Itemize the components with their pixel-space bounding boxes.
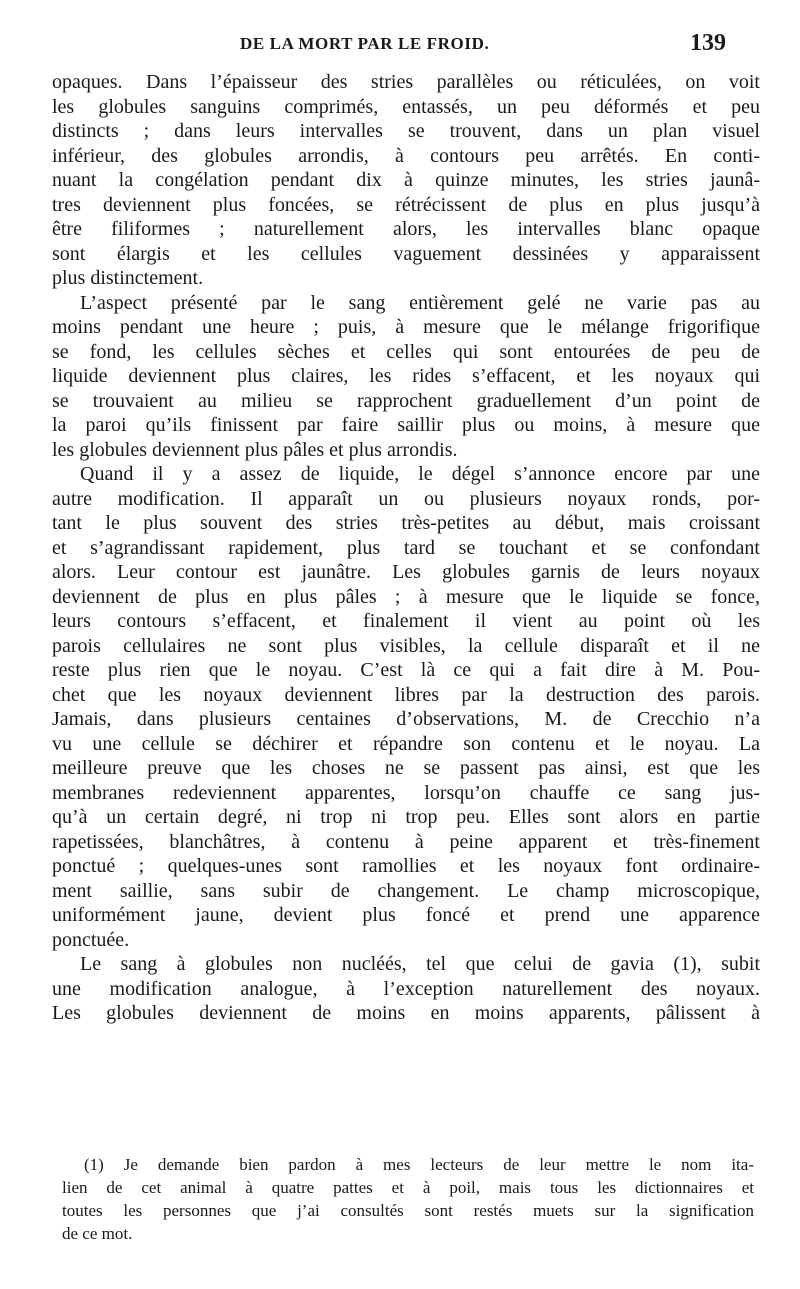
text-line: chet que les noyaux deviennent libres par la destruction des parois. bbox=[52, 683, 760, 706]
text-line: moins pendant une heure ; puis, à mesure que le mélange frigorifique bbox=[52, 316, 760, 338]
text-line: tres deviennent plus foncées, se rétrécissent de plus en plus jusqu’à bbox=[52, 193, 760, 216]
paragraph-end-line: les globules deviennent plus pâles et plus arrondis. bbox=[52, 438, 458, 461]
text-line: opaques. Dans l’épaisseur des stries parallèles ou réticulées, on voit bbox=[52, 71, 760, 93]
text-line: et s’agrandissant rapidement, plus tard se touchant et se confondant bbox=[52, 536, 760, 559]
paragraph-start-line: Quand il y a assez de liquide, le dégel s’annonce encore par une bbox=[80, 463, 760, 485]
footnote-line: de ce mot. bbox=[62, 1224, 133, 1243]
text-line: leurs contours s’effacent, et finalement il vient au point où les bbox=[52, 610, 760, 632]
paragraph-end-line: ponctuée. bbox=[52, 928, 130, 951]
text-line: inférieur, des globules arrondis, à contours peu arrêtés. En conti- bbox=[52, 144, 760, 167]
running-header bbox=[0, 30, 800, 64]
footnote-line: lien de cet animal à quatre pattes et à poil, mais tous les dictionnaires et bbox=[62, 1178, 754, 1197]
text-line: la paroi qu’ils finissent par faire saillir plus ou moins, à mesure que bbox=[52, 414, 760, 436]
text-line: ponctué ; quelques-unes sont ramollies et les noyaux font ordinaire- bbox=[52, 855, 760, 877]
footnote bbox=[62, 1153, 754, 1245]
text-line: alors. Leur contour est jaunâtre. Les globules garnis de leurs noyaux bbox=[52, 561, 760, 583]
text-line: deviennent de plus en plus pâles ; à mesure que le liquide se fonce, bbox=[52, 585, 760, 608]
text-line: uniformément jaune, devient plus foncé et prend une apparence bbox=[52, 904, 760, 926]
text-line: distincts ; dans leurs intervalles se trouvent, dans un plan visuel bbox=[52, 120, 760, 142]
text-line: tant le plus souvent des stries très-petites au début, mais croissant bbox=[52, 512, 760, 534]
text-line: être filiformes ; naturellement alors, les intervalles blanc opaque bbox=[52, 218, 760, 240]
text-line: se fond, les cellules sèches et celles qui sont entourées de peu de bbox=[52, 340, 760, 363]
text-line: nuant la congélation pendant dix à quinze minutes, les stries jaunâ- bbox=[52, 169, 760, 191]
text-line: reste plus rien que le noyau. C’est là ce qui a fait dire à M. Pou- bbox=[52, 659, 760, 681]
text-line: qu’à un certain degré, ni trop ni trop peu. Elles sont alors en partie bbox=[52, 806, 760, 828]
paragraph-start-line: Le sang à globules non nucléés, tel que celui de gavia (1), subit bbox=[80, 953, 760, 975]
text-line: parois cellulaires ne sont plus visibles, la cellule disparaît et il ne bbox=[52, 634, 760, 657]
text-line: Jamais, dans plusieurs centaines d’observations, M. de Crecchio n’a bbox=[52, 708, 760, 730]
page-number: 139 bbox=[690, 30, 726, 56]
text-line: rapetissées, blanchâtres, à contenu à peine apparent et très-finement bbox=[52, 830, 760, 853]
text-line: une modification analogue, à l’exception naturellement des noyaux. bbox=[52, 977, 760, 1000]
text-line: vu une cellule se déchirer et répandre son contenu et le noyau. La bbox=[52, 732, 760, 755]
text-line: Les globules deviennent de moins en moins apparents, pâlissent à bbox=[52, 1002, 760, 1024]
text-line: sont élargis et les cellules vaguement dessinées y apparaissent bbox=[52, 242, 760, 265]
text-line: liquide deviennent plus claires, les rides s’effacent, et les noyaux qui bbox=[52, 365, 760, 387]
text-line: ment saillie, sans subir de changement. Le champ microscopique, bbox=[52, 879, 760, 902]
footnote-line: toutes les personnes que j’ai consultés sont restés muets sur la signification bbox=[62, 1201, 754, 1220]
text-line: membranes redeviennent apparentes, lorsqu’on chauffe ce sang jus- bbox=[52, 781, 760, 804]
paragraph-end-line: plus distinctement. bbox=[52, 267, 204, 289]
footnote-line: (1) Je demande bien pardon à mes lecteurs de leur mettre le nom ita- bbox=[84, 1155, 754, 1174]
text-line: se trouvaient au milieu se rapprochent graduellement d’un point de bbox=[52, 389, 760, 412]
body-text bbox=[52, 70, 760, 1026]
running-title: DE LA MORT PAR LE FROID. bbox=[240, 34, 490, 53]
text-line: autre modification. Il apparaît un ou plusieurs noyaux ronds, por- bbox=[52, 487, 760, 510]
text-line: meilleure preuve que les choses ne se passent pas ainsi, est que les bbox=[52, 757, 760, 779]
text-line: les globules sanguins comprimés, entassés, un peu déformés et peu bbox=[52, 95, 760, 118]
paragraph-start-line: L’aspect présenté par le sang entièrement gelé ne varie pas au bbox=[80, 291, 760, 314]
